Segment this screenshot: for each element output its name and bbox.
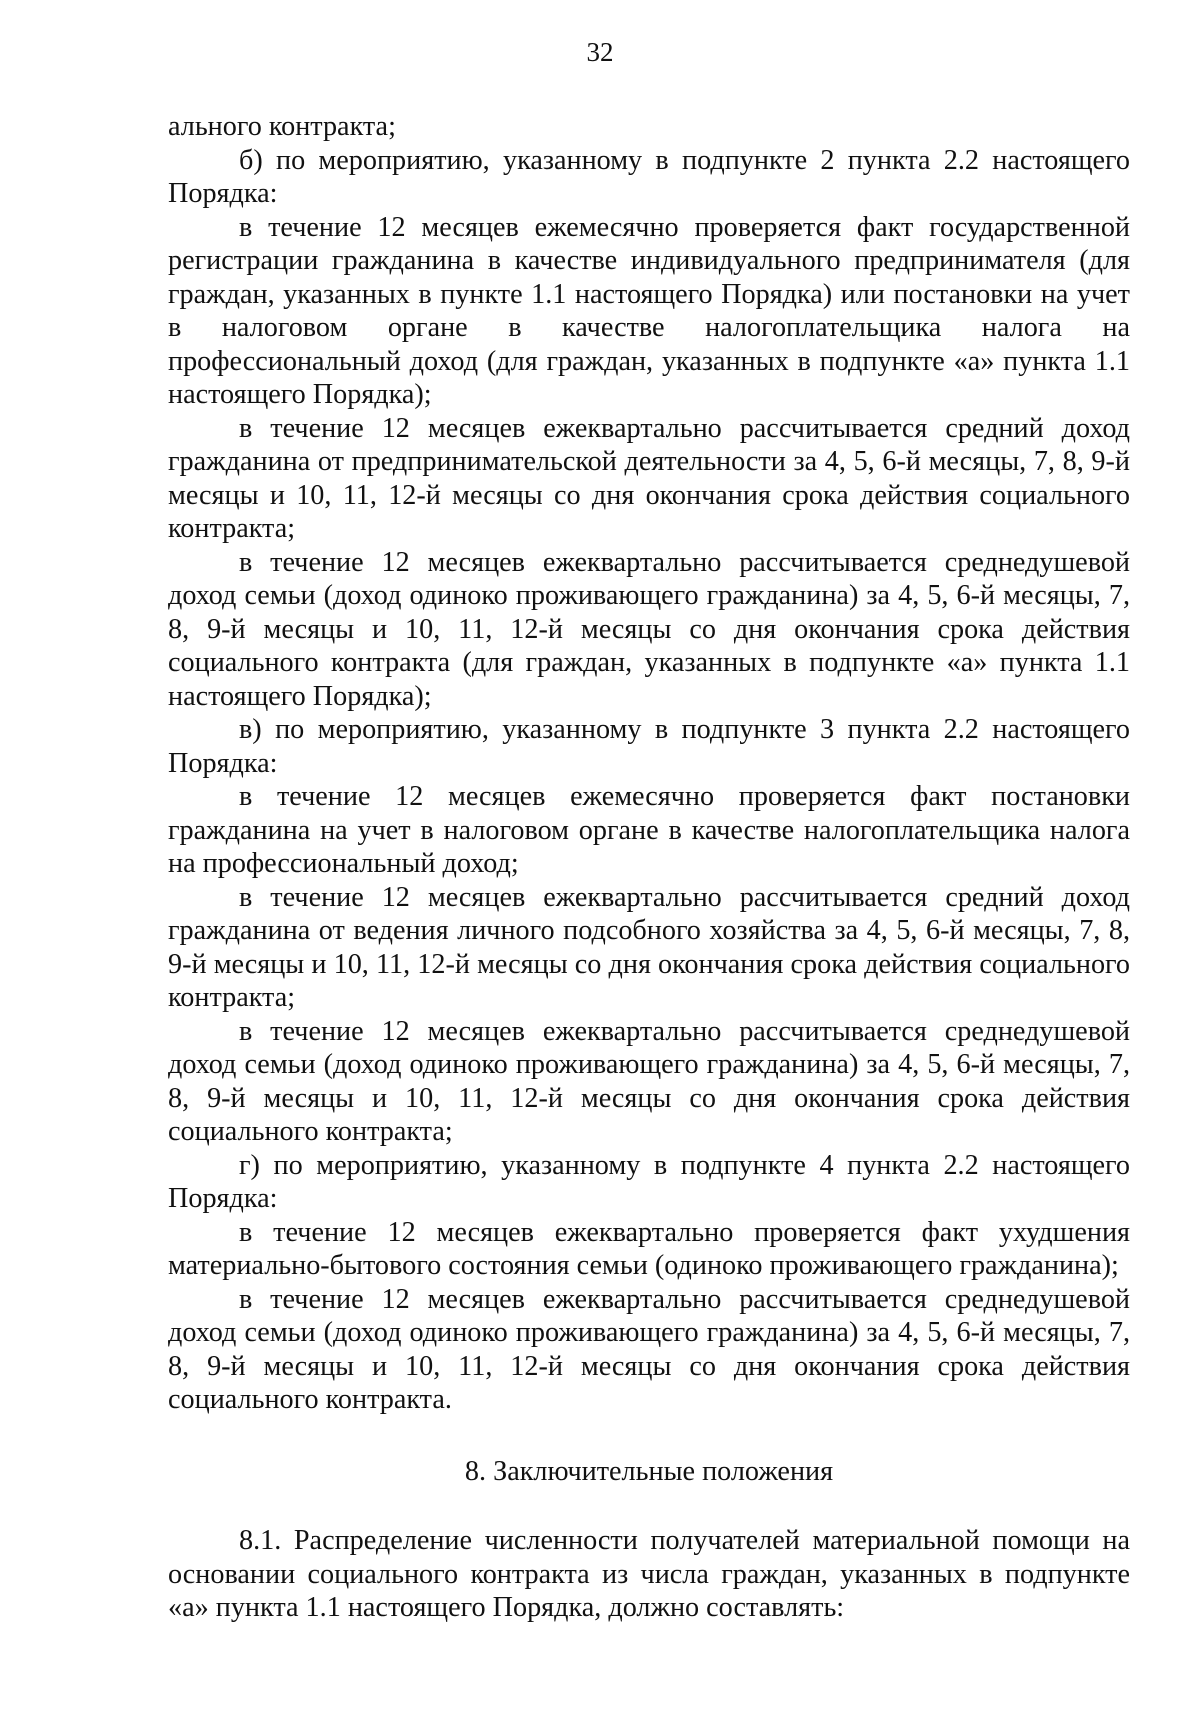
paragraph: б) по мероприятию, указанному в подпункте 2 пункта 2.2 настоящего Порядка: [168, 144, 1130, 209]
paragraph: в течение 12 месяцев ежеквартально рассчитывается средний доход гражданина от предпринимательской деятельности за 4, 5, 6-й месяцы, 7, 8, 9-й месяцы и 10, 11, 12-й месяцы со дня окончания срока действия социального контракта; [168, 412, 1130, 544]
document-body [168, 110, 1130, 1625]
paragraph: ального контракта; [168, 111, 396, 142]
paragraph: в течение 12 месяцев ежеквартально рассчитывается средний доход гражданина от ведения личного подсобного хозяйства за 4, 5, 6-й месяцы, 7, 8, 9-й месяцы и 10, 11, 12-й месяцы со дня окончания срока действия социального контракта; [168, 881, 1130, 1013]
paragraph: 8.1. Распределение численности получателей материальной помощи на основании социального контракта из числа граждан, указанных в подпункте «а» пункта 1.1 настоящего Порядка, должно составлять: [168, 1525, 1130, 1623]
paragraph: в течение 12 месяцев ежеквартально рассчитывается среднедушевой доход семьи (доход одиноко проживающего гражданина) за 4, 5, 6-й месяцы, 7, 8, 9-й месяцы и 10, 11, 12-й месяцы со дня окончания срока действия социального контракта; [168, 1015, 1130, 1147]
page-number: 32 [586, 37, 614, 67]
paragraph: в течение 12 месяцев ежемесячно проверяется факт постановки гражданина на учет в налоговом органе в качестве налогоплательщика налога на профессиональный доход; [168, 781, 1130, 879]
paragraph: в течение 12 месяцев ежеквартально рассчитывается среднедушевой доход семьи (доход одиноко проживающего гражданина) за 4, 5, 6-й месяцы, 7, 8, 9-й месяцы и 10, 11, 12-й месяцы со дня окончания срока действия социального контракта (для граждан, указанных в подпункте «а» пункта 1.1 настоящего Порядка); [168, 546, 1130, 712]
paragraph: в) по мероприятию, указанному в подпункте 3 пункта 2.2 настоящего Порядка: [168, 714, 1130, 779]
paragraph: в течение 12 месяцев ежеквартально проверяется факт ухудшения материально-бытового состояния семьи (одиноко проживающего гражданина); [168, 1216, 1130, 1281]
section-heading: 8. Заключительные положения [464, 1455, 834, 1487]
paragraph: в течение 12 месяцев ежемесячно проверяется факт государственной регистрации гражданина в качестве индивидуального предпринимателя (для граждан, указанных в пункте 1.1 настоящего Порядка) или постановки на учет в налоговом органе в качестве налогоплательщика налога на профессиональный доход (для граждан, указанных в подпункте «а» пункта 1.1 настоящего Порядка); [168, 211, 1130, 410]
paragraph: г) по мероприятию, указанному в подпункте 4 пункта 2.2 настоящего Порядка: [168, 1149, 1130, 1214]
paragraph: в течение 12 месяцев ежеквартально рассчитывается среднедушевой доход семьи (доход одиноко проживающего гражданина) за 4, 5, 6-й месяцы, 7, 8, 9-й месяцы и 10, 11, 12-й месяцы со дня окончания срока действия социального контракта. [168, 1283, 1130, 1415]
